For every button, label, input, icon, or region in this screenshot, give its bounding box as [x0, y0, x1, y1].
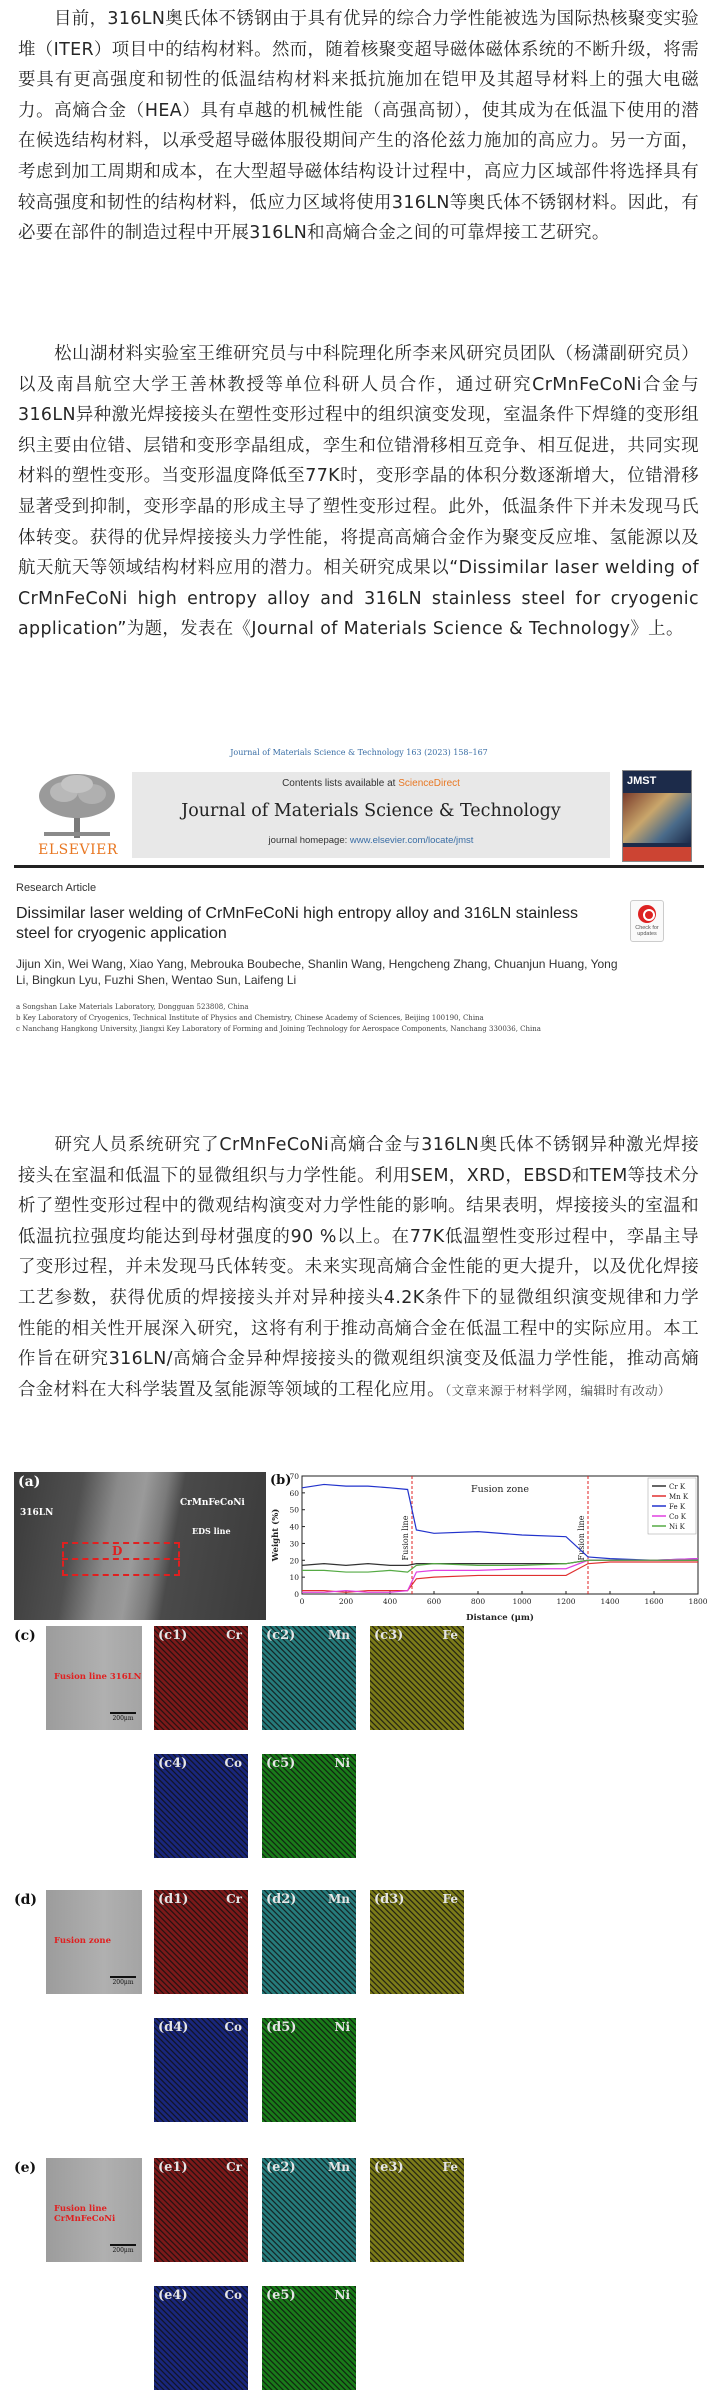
x-tick-label: 1600 — [644, 1597, 664, 1606]
journal-info-box — [132, 772, 610, 858]
element-label: Mn — [327, 1628, 350, 1642]
map-label: (e2) — [266, 2160, 296, 2175]
results-text: 研究人员系统研究了CrMnFeCoNi高熵合金与316LN奥氏体不锈钢异种激光焊接接头在室温和低温下的显微组织与力学性能。利用SEM，XRD，EBSD和TEM等技术分析了塑性变形过程中的微观结构演变对力学性能的影响。结果表明，焊接接头的室温和低温抗拉强度均能达到母材强度的90 %以上。在77K低温塑性变形过程中，孪晶主导了变形过程，并未发现马氏体转变。未来实现高熵合金性能的更大提升，以及优化焊接工艺参数，获得优质的焊接接头并对异种接头4.2K条件下的显微组织演变规律和力学性能的相关性开展深入研究，这将有利于推动高熵合金在低温工程中的实际应用。本工作旨在研究316LN/高熵合金异种焊接接头的微观组织演变及低温力学性能，推动高熵合金材料在大科学装置及氢能源等领域的工程化应用。 — [18, 1135, 699, 1400]
y-tick-label: 50 — [289, 1505, 299, 1515]
journal-banner — [14, 768, 704, 868]
sem-image — [46, 1890, 142, 1994]
sem-annotation: Fusion zone — [54, 1936, 111, 1946]
affiliation-a: a Songshan Lake Materials Laboratory, Dongguan 523808, China — [16, 1003, 249, 1011]
check-for-updates-badge[interactable] — [630, 900, 664, 942]
map-label: (e5) — [266, 2288, 296, 2303]
map-label: (c5) — [266, 1756, 296, 1771]
panel-a-label: (a) — [18, 1474, 41, 1490]
eds-scan-line — [62, 1558, 180, 1560]
intro-paragraph — [18, 4, 699, 249]
cover-stripe — [623, 847, 691, 861]
y-tick-label: 10 — [289, 1573, 299, 1583]
homepage-prefix: journal homepage: — [268, 835, 350, 846]
affiliation-b: b Key Laboratory of Cryogenics, Technical Institute of Physics and Chemistry, Chinese Academy of Sciences, Beijing 100190, China — [16, 1014, 484, 1022]
eds-map-cr — [154, 2158, 248, 2262]
map-label: (c4) — [158, 1756, 188, 1771]
eds-map-fe — [370, 2158, 464, 2262]
eds-map-fe — [370, 1626, 464, 1730]
map-label: (c3) — [374, 1628, 404, 1643]
y-tick-label: 0 — [294, 1590, 299, 1599]
source-note: （文章来源于材料学网，编辑时有改动） — [444, 1382, 671, 1398]
sem-annotation: Fusion line 316LN — [54, 1672, 142, 1682]
element-label: Cr — [226, 2160, 242, 2174]
eds-map-mn — [262, 1890, 356, 1994]
panel-a-left-label: 316LN — [20, 1508, 54, 1518]
element-label: Ni — [334, 1756, 350, 1770]
element-label: Cr — [226, 1628, 242, 1642]
panel-a-eds-label: EDS line — [192, 1526, 231, 1536]
scale-bar: 200μm — [110, 1712, 136, 1722]
y-tick-label: 20 — [289, 1556, 299, 1566]
check-updates-icon — [638, 905, 656, 923]
x-tick-label: 600 — [426, 1597, 442, 1606]
fusion-line-label: Fusion line — [401, 1515, 410, 1561]
eds-map-mn — [262, 2158, 356, 2262]
x-tick-label: 1000 — [512, 1597, 532, 1606]
eds-map-ni — [262, 2018, 356, 2122]
map-label: (c2) — [266, 1628, 296, 1643]
article-header — [16, 882, 702, 1035]
results-paragraph — [18, 1130, 699, 1406]
element-label: Co — [224, 2020, 242, 2034]
x-tick-label: 800 — [470, 1597, 486, 1606]
weld-macro-photo — [14, 1472, 266, 1620]
eds-map-co — [154, 2018, 248, 2122]
elsevier-tree-icon — [34, 772, 120, 840]
element-label: Fe — [442, 1628, 458, 1642]
y-tick-label: 40 — [289, 1522, 299, 1532]
x-tick-label: 1800 — [688, 1597, 708, 1606]
cover-image — [623, 793, 691, 843]
element-label: Mn — [327, 1892, 350, 1906]
map-label: (d1) — [158, 1892, 189, 1907]
intro-text: 目前，316LN奥氏体不锈钢由于具有优异的综合力学性能被选为国际热核聚变实验堆（ITER）项目中的结构材料。然而，随着核聚变超导磁体磁体系统的不断升级，将需要具有更高强度和韧性的低温结构材料来抵抗施加在铠甲及其超导材料上的强大电磁力。高熵合金（HEA）具有卓越的机械性能（高强高韧），使其成为在低温下使用的潜在候选结构材料，以承受超导磁体服役期间产生的洛伦兹力施加的高应力。另一方面，考虑到加工周期和成本，在大型超导磁体结构设计过程中，高应力区域部件将选择具有较高强度和韧性的结构材料，低应力区域将使用316LN等奥氏体不锈钢材料。因此，有必要在部件的制造过程中开展316LN和高熵合金之间的可靠焊接工艺研究。 — [18, 9, 699, 244]
element-label: Co — [224, 2288, 242, 2302]
eds-chart-svg — [268, 1470, 708, 1623]
map-label: (d4) — [158, 2020, 189, 2035]
sem-image — [46, 2158, 142, 2262]
x-tick-label: 1200 — [556, 1597, 576, 1606]
elsevier-logo — [22, 770, 122, 862]
element-label: Ni — [334, 2288, 350, 2302]
eds-map-co — [154, 2286, 248, 2390]
element-label: Fe — [442, 2160, 458, 2174]
legend-entry: Fe K — [669, 1503, 686, 1511]
contents-prefix: Contents lists available at — [282, 778, 399, 789]
x-tick-label: 0 — [299, 1597, 305, 1606]
eds-map-mn — [262, 1626, 356, 1730]
y-tick-label: 70 — [289, 1472, 299, 1481]
fusion-line-label: Fusion line — [577, 1515, 586, 1561]
journal-cover — [622, 770, 692, 862]
author-list: Jijun Xin, Wei Wang, Xiao Yang, Mebrouka Boubeche, Shanlin Wang, Hengcheng Zhang, Chuanjun Huang, Yong Li, Bingkun Lyu, Fuzhi Shen, Wentao Sun, Laifeng Li — [16, 957, 618, 987]
x-tick-label: 1400 — [600, 1597, 620, 1606]
sciencedirect-link[interactable]: ScienceDirect — [398, 778, 460, 789]
fusion-zone-label: Fusion zone — [471, 1484, 529, 1495]
region-d-label: D — [112, 1544, 123, 1558]
element-label: Ni — [334, 2020, 350, 2034]
row-label: (c) — [14, 1628, 36, 1644]
eds-map-cr — [154, 1626, 248, 1730]
eds-map-cr — [154, 1890, 248, 1994]
journal-citation: Journal of Materials Science & Technology 163 (2023) 158–167 — [230, 748, 488, 757]
legend-entry: Mn K — [669, 1493, 689, 1501]
elsevier-wordmark: ELSEVIER — [38, 842, 118, 858]
y-tick-label: 60 — [289, 1488, 299, 1498]
article-title: Dissimilar laser welding of CrMnFeCoNi high entropy alloy and 316LN stainless steel for cryogenic application — [16, 905, 579, 942]
eds-map-ni — [262, 1754, 356, 1858]
sem-annotation: Fusion line CrMnFeCoNi — [54, 2204, 116, 2224]
eds-line-chart — [268, 1470, 708, 1623]
y-tick-label: 30 — [289, 1539, 299, 1549]
research-paragraph — [18, 339, 699, 645]
legend-entry: Ni K — [669, 1523, 685, 1531]
eds-map-co — [154, 1754, 248, 1858]
contents-line — [132, 778, 610, 789]
journal-header-image — [14, 746, 704, 1116]
homepage-link[interactable]: www.elsevier.com/locate/jmst — [349, 835, 474, 846]
check-updates-text: Check for updates — [635, 925, 659, 937]
map-label: (e1) — [158, 2160, 188, 2175]
journal-title: Journal of Materials Science & Technology — [181, 801, 561, 821]
map-label: (e3) — [374, 2160, 404, 2175]
sem-image — [46, 1626, 142, 1730]
row-label: (e) — [14, 2160, 37, 2176]
element-label: Co — [224, 1756, 242, 1770]
scale-bar: 200μm — [110, 2244, 136, 2254]
x-axis-label: Distance (μm) — [466, 1613, 534, 1623]
map-label: (d2) — [266, 1892, 297, 1907]
journal-homepage — [132, 835, 610, 846]
map-label: (c1) — [158, 1628, 188, 1643]
x-tick-label: 200 — [338, 1597, 354, 1606]
research-text: 松山湖材料实验室王维研究员与中科院理化所李来风研究员团队（杨潇副研究员）以及南昌航空大学王善林教授等单位科研人员合作，通过研究CrMnFeCoNi合金与316LN异种激光焊接接头在塑性变形过程中的组织演变发现，室温条件下焊缝的变形组织主要由位错、层错和变形孪晶组成，孪生和位错滑移相互竞争、相互促进，共同实现材料的塑性变形。当变形温度降低至77K时，变形孪晶的体积分数逐渐增大，位错滑移显著受到抑制，变形孪晶的形成主导了塑性变形过程。此外，低温条件下并未发现马氏体转变。获得的优异焊接接头力学性能，将提高高熵合金作为聚变反应堆、氢能源以及航天航天等领域结构材料应用的潜力。相关研究成果以“Dissimilar laser welding of CrMnFeCoNi high entropy alloy and 316LN stainless steel for cryogenic application”为题，发表在《Journal of Materials Science & Technology》上。 — [18, 344, 699, 640]
affiliation-c: c Nanchang Hangkong University, Jiangxi Key Laboratory of Forming and Joining Technology for Aerospace Components, Nanchang 330036, China — [16, 1025, 541, 1033]
legend-entry: Cr K — [669, 1483, 686, 1491]
x-tick-label: 400 — [382, 1597, 398, 1606]
row-label: (d) — [14, 1892, 38, 1908]
legend-entry: Co K — [669, 1513, 687, 1521]
cover-label: JMST — [627, 775, 657, 787]
y-axis-label: Weight (%) — [271, 1508, 281, 1562]
eds-figure — [12, 1470, 708, 2303]
map-label: (d5) — [266, 2020, 297, 2035]
scale-bar: 200μm — [110, 1976, 136, 1986]
affiliations — [16, 1002, 702, 1035]
map-label: (d3) — [374, 1892, 405, 1907]
element-label: Mn — [327, 2160, 350, 2174]
panel-a-right-label: CrMnFeCoNi — [180, 1498, 245, 1508]
map-label: (e4) — [158, 2288, 188, 2303]
eds-map-ni — [262, 2286, 356, 2390]
element-label: Cr — [226, 1892, 242, 1906]
article-type: Research Article — [16, 882, 97, 894]
element-label: Fe — [442, 1892, 458, 1906]
panel-b-label: (b) — [270, 1473, 292, 1488]
eds-map-fe — [370, 1890, 464, 1994]
